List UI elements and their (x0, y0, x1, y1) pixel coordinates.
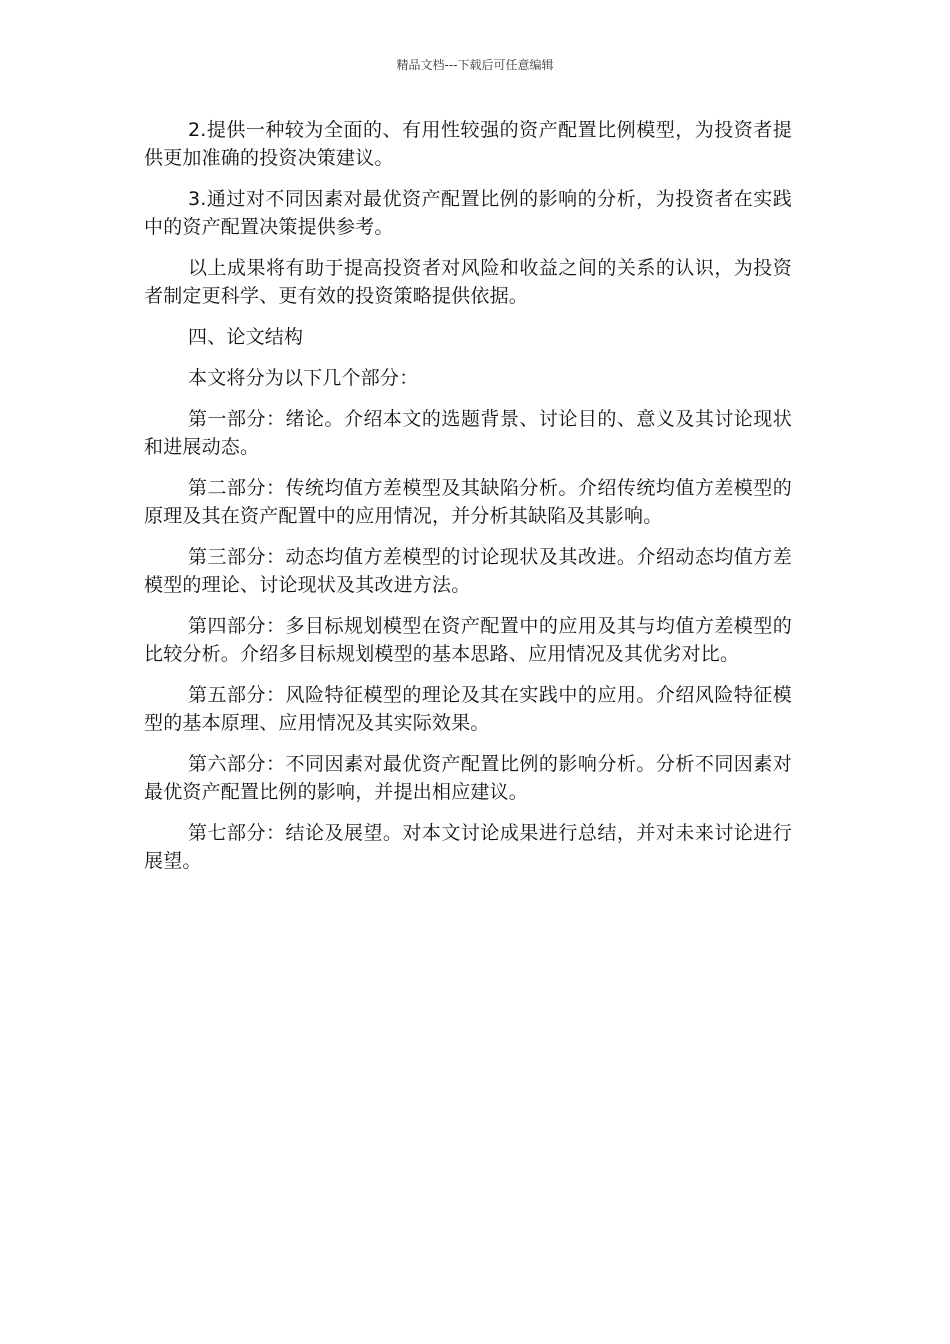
document-body (144, 116, 792, 888)
paragraph-structure-intro: 本文将分为以下几个部分： (188, 367, 419, 389)
paragraph-part-4: 第四部分：多目标规划模型在资产配置中的应用及其与均值方差模型的比较分析。介绍多目标规划模型的基本思路、应用情况及其优劣对比。 (144, 615, 792, 665)
paragraph-part-6: 第六部分：不同因素对最优资产配置比例的影响分析。分析不同因素对最优资产配置比例的影响，并提出相应建议。 (144, 753, 792, 803)
paragraph-goal-3: 3.通过对不同因素对最优资产配置比例的影响的分析，为投资者在实践中的资产配置决策提供参考。 (144, 188, 792, 238)
page-header: 精品文档---下载后可任意编辑 (396, 58, 554, 72)
paragraph-part-1: 第一部分：绪论。介绍本文的选题背景、讨论目的、意义及其讨论现状和进展动态。 (144, 408, 792, 458)
paragraph-part-3: 第三部分：动态均值方差模型的讨论现状及其改进。介绍动态均值方差模型的理论、讨论现状及其改进方法。 (144, 546, 792, 596)
section-heading-structure: 四、论文结构 (188, 326, 304, 348)
paragraph-summary: 以上成果将有助于提高投资者对风险和收益之间的关系的认识，为投资者制定更科学、更有效的投资策略提供依据。 (144, 257, 792, 307)
paragraph-part-7: 第七部分：结论及展望。对本文讨论成果进行总结，并对未来讨论进行展望。 (144, 822, 792, 872)
paragraph-part-5: 第五部分：风险特征模型的理论及其在实践中的应用。介绍风险特征模型的基本原理、应用情况及其实际效果。 (144, 684, 792, 734)
paragraph-goal-2: 2.提供一种较为全面的、有用性较强的资产配置比例模型，为投资者提供更加准确的投资决策建议。 (144, 119, 792, 169)
paragraph-part-2: 第二部分：传统均值方差模型及其缺陷分析。介绍传统均值方差模型的原理及其在资产配置中的应用情况，并分析其缺陷及其影响。 (144, 477, 792, 527)
